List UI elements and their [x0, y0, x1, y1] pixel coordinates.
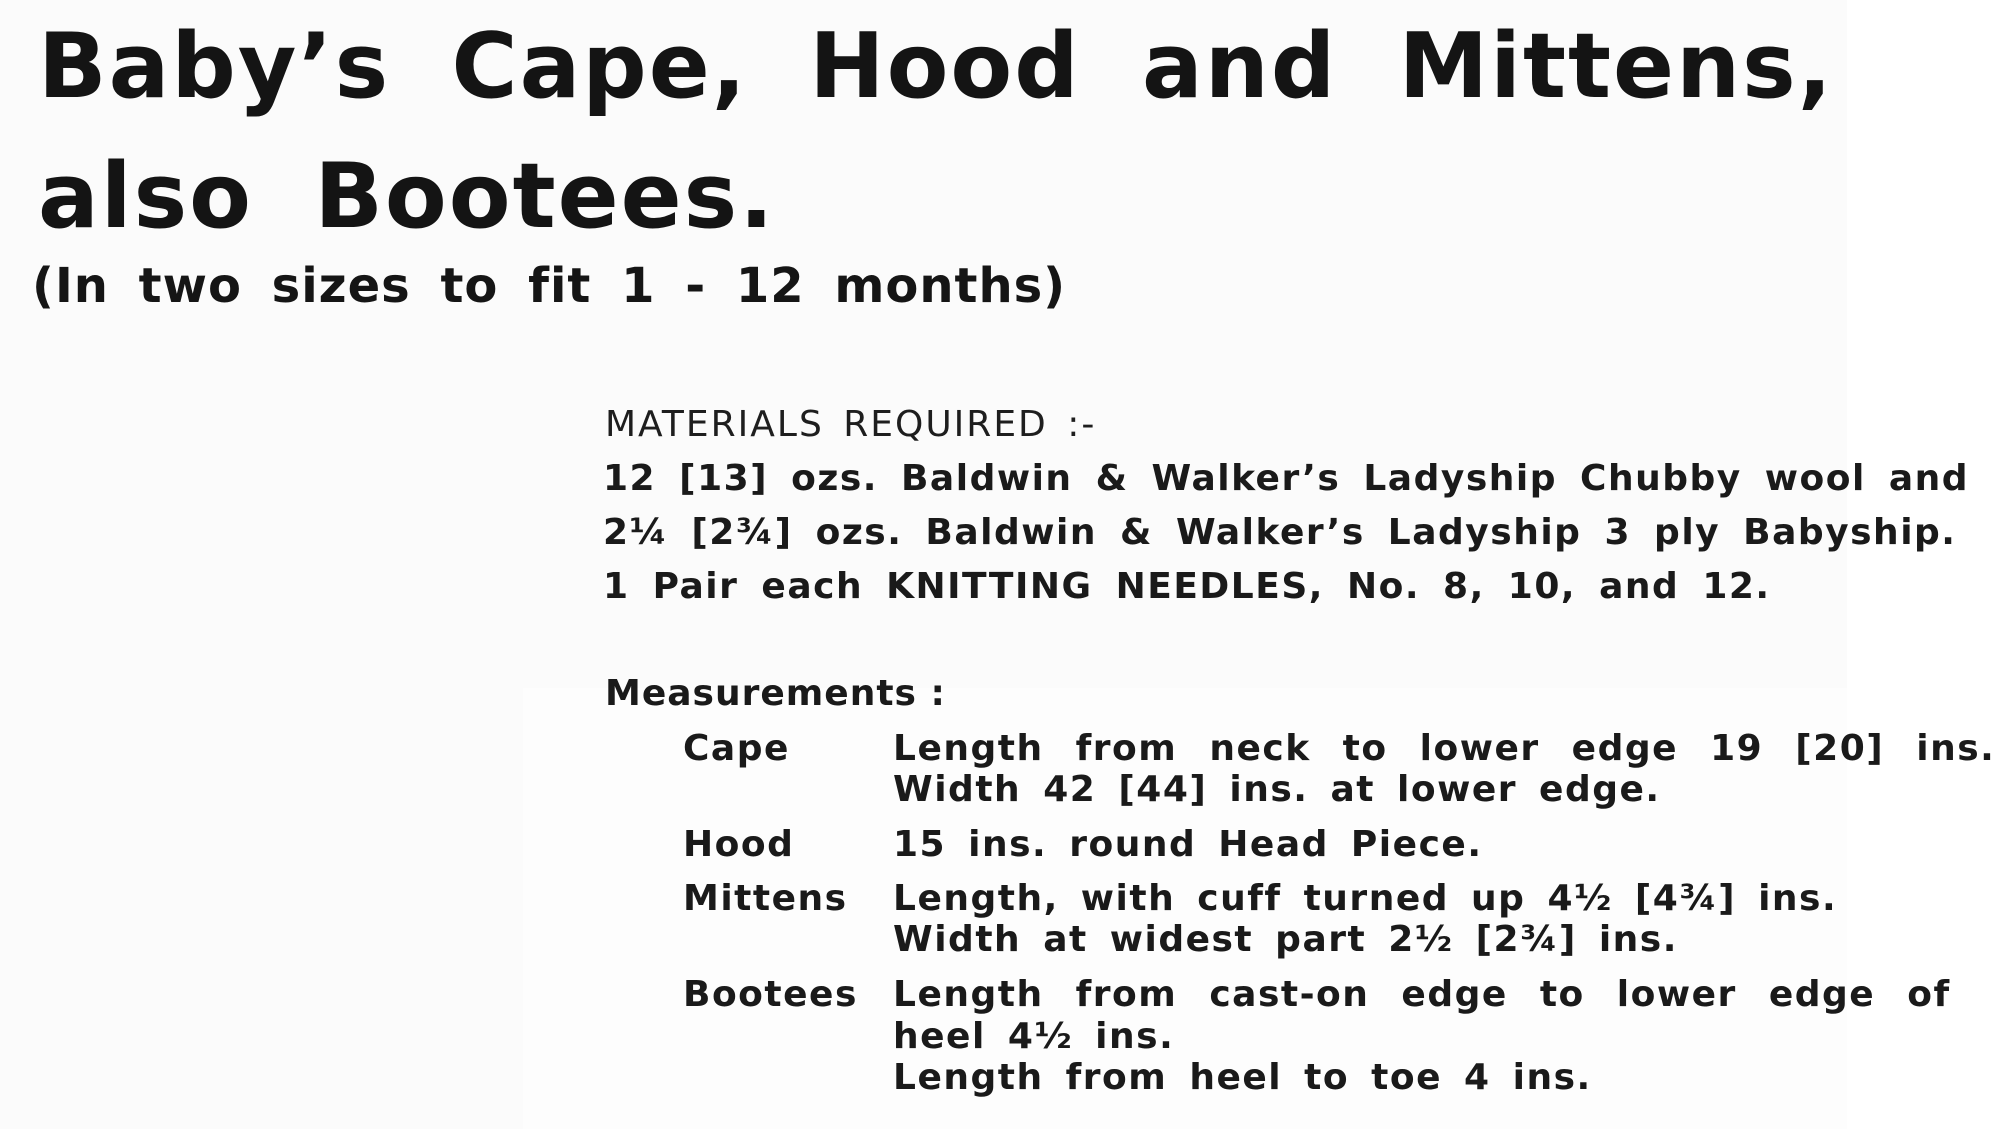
- title-line-2: also Bootees.: [38, 144, 776, 249]
- measurement-mittens-line-2: Width at widest part 2½ [2¾] ins.: [893, 919, 1678, 960]
- subtitle: (In two sizes to fit 1 - 12 months): [32, 258, 1067, 314]
- measurement-bootees-line-2: heel 4½ ins.: [893, 1016, 1175, 1057]
- measurement-label-cape: Cape: [683, 728, 790, 769]
- materials-heading: MATERIALS REQUIRED :-: [605, 404, 1097, 445]
- measurement-bootees-line-3: Length from heel to toe 4 ins.: [893, 1057, 1592, 1098]
- measurement-mittens-line-1: Length, with cuff turned up 4½ [4¾] ins.: [893, 878, 1838, 919]
- measurement-label-hood: Hood: [683, 824, 795, 865]
- measurement-label-bootees: Bootees: [683, 974, 858, 1015]
- materials-line-needles: 1 Pair each KNITTING NEEDLES, No. 8, 10, and 12.: [603, 566, 1771, 607]
- measurement-bootees-line-1: Length from cast-on edge to lower edge of: [893, 974, 1951, 1015]
- measurement-label-mittens: Mittens: [683, 878, 848, 919]
- measurement-hood-line-1: 15 ins. round Head Piece.: [893, 824, 1483, 865]
- measurement-cape-line-2: Width 42 [44] ins. at lower edge.: [893, 769, 1661, 810]
- measurements-heading: Measurements :: [605, 673, 946, 714]
- materials-line-wool: 12 [13] ozs. Baldwin & Walker’s Ladyship Chubby wool and: [603, 458, 1970, 499]
- measurement-cape-line-1: Length from neck to lower edge 19 [20] ins.: [893, 728, 1995, 769]
- materials-line-babyship: 2¼ [2¾] ozs. Baldwin & Walker’s Ladyship 3 ply Babyship.: [603, 512, 1957, 553]
- title-line-1: Baby’s Cape, Hood and Mittens,: [38, 14, 1834, 119]
